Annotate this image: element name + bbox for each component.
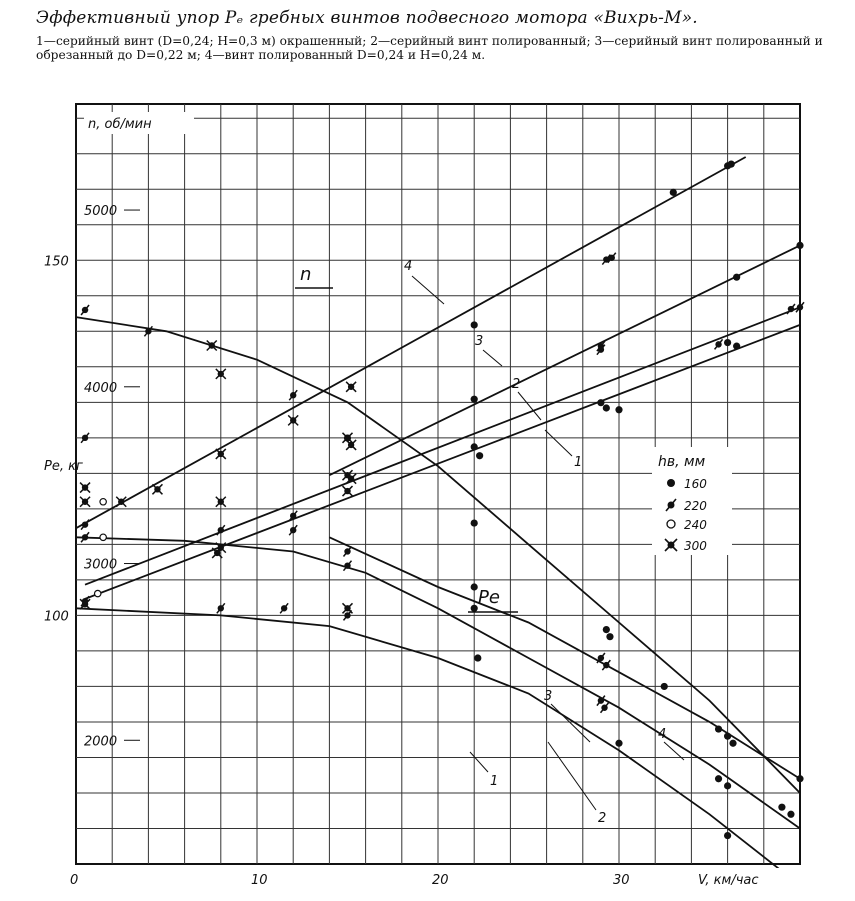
thrust-point [471,519,478,526]
rpm-point [471,321,478,328]
legend-label-160: 160 [684,477,707,491]
x-tick-label: 20 [432,873,449,888]
ticks [44,204,630,888]
thrust-point [724,782,731,789]
x-tick-label: 30 [613,873,630,888]
y-left-tick-label: 4000 [84,380,118,396]
rpm-point [670,189,677,196]
thrust-point [81,433,89,443]
rpm-series-2-label: 2 [512,377,521,392]
legend-label-300: 300 [684,539,707,553]
rpm-point [603,404,610,411]
y-right-tick-label: 100 [44,609,69,625]
chart-caption: 1—серийный винт (D=0,24; H=0,3 м) окрашенный; 2—серийный винт полированный; 3—серийный винт полированный и обрезанный до D=0,22 м; 4—винт полированный D=0,24 и H=0,24 м. [36,34,823,62]
thrust-point [724,832,731,839]
rpm-point [796,242,803,249]
x-axis-label: V, км/час [698,873,759,888]
thrust-point [344,546,352,556]
thrust-series-2-label: 2 [598,811,607,826]
thrust-series-3-label: 3 [544,689,553,704]
thrust-point [474,654,481,661]
thrust-series-3-line [329,537,800,779]
rpm-point [95,590,101,596]
thrust-point [80,497,90,507]
legend-label-240: 240 [684,518,707,532]
rpm-series-1-label: 1 [574,455,583,470]
rpm-point [787,304,795,314]
rpm-point [346,382,356,392]
rpm-series-4-label: 4 [404,259,413,274]
thrust-point [778,804,785,811]
y-right-axis-label: Pe, кг [44,459,83,474]
thrust-point [280,603,288,613]
rpm-point [343,486,353,496]
thrust-point [787,811,794,818]
rpm-point [476,452,483,459]
rpm-point [608,253,616,263]
rpm-point [728,160,735,167]
thrust-series-1-label: 1 [490,774,499,789]
thrust-point [606,633,613,640]
thrust-point [81,305,89,315]
thrust-point [471,583,478,590]
chart-title: Эффективный упор Pₑ гребных винтов подвесного мотора «Вихрь-М». [36,8,698,28]
rpm-point [471,396,478,403]
rpm-point [724,339,731,346]
thrust-point [81,532,89,542]
series-labels [404,259,684,826]
y-left-axis-label: n, об/мин [88,117,152,132]
thrust-point [603,626,610,633]
rpm-point [733,274,740,281]
y-left-tick-label: 3000 [84,557,118,573]
rpm-point [81,520,89,530]
thrust-point [724,733,731,740]
thrust-point [796,775,803,782]
thrust-point [729,740,736,747]
rpm-point [597,399,604,406]
rpm-point [733,343,740,350]
rpm-series-3-label: 3 [475,334,484,349]
thrust-point [615,740,622,747]
thrust-point [343,603,353,613]
thrust-point [715,725,722,732]
thrust-point [100,534,106,540]
rpm-point [615,406,622,413]
y-left-tick-label: 5000 [84,204,118,220]
thrust-point [661,683,668,690]
rpm-series-4-line [76,157,746,528]
thrust-point [80,483,90,493]
x-tick-label: 0 [70,873,79,888]
rpm-point [471,443,478,450]
y-right-tick-label: 150 [44,254,69,270]
legend [652,447,732,555]
thrust-point [715,775,722,782]
legend-label-220: 220 [684,499,707,513]
thrust-point [471,605,478,612]
rpm-group-label: n [300,264,312,285]
rpm-series-3-line [329,245,800,475]
rpm-point [152,484,162,494]
thrust-series-4-label: 4 [658,727,667,742]
y-left-tick-label: 2000 [84,734,118,750]
thrust-point [602,660,610,670]
thrust-point [601,703,609,713]
thrust-point [100,499,106,505]
legend-title: hв, мм [658,454,706,470]
thrust-group-label: Pe [478,587,500,608]
thrust-point [207,340,217,350]
x-tick-label: 10 [251,873,268,888]
